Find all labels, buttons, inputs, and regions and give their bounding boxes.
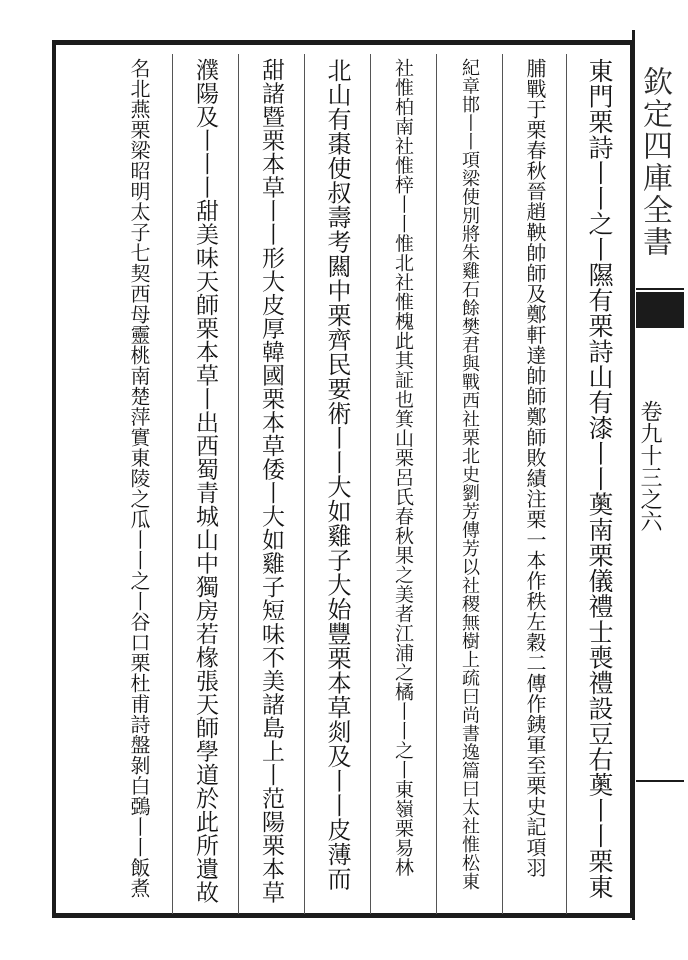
column-rule (370, 54, 371, 914)
column-rule (566, 54, 567, 914)
text-column-2: 脯戰于栗春秋晉趙鞅帥師及鄭軒達帥師鄭師敗績注栗一本作秩左穀二傳作銕軍至栗史記項羽 (523, 58, 547, 878)
text-column-1: 東門栗詩丨丨之丨隰有栗詩山有漆丨丨薁南栗儀禮士喪禮設豆右薁丨丨栗東 (585, 58, 614, 900)
text-column-4: 社惟柏南社惟梓丨丨惟北社惟槐此其証也箕山栗呂氏春秋果之美者江浦之橘丨丨之丨東嶺栗易林 (392, 58, 414, 877)
fold-divider-lower (636, 780, 684, 782)
text-column-7: 濮陽及丨丨丨甜美味天師栗本草丨出西蜀青城山中獨房若椽張天師學道於此所遺故 (192, 58, 218, 904)
fold-fishtail-marker (636, 292, 684, 328)
text-column-5: 北山有棗使叔壽考闗中栗齊民要術丨丨大如雞子大始豐栗本草剡及丨丨皮薄而 (323, 58, 351, 891)
column-rule (172, 54, 173, 914)
column-rule (304, 54, 305, 914)
text-column-3: 紀章邯丨丨項梁使別將朱雞石餘樊君與戰西社栗北史劉芳傳芳以社稷無樹上疏曰尚書逸篇曰太社惟松東 (459, 58, 480, 891)
column-rule (238, 54, 239, 914)
text-column-8: 名北燕栗梁昭明太子七契西母靈桃南楚萍實東陵之瓜丨丨之丨谷口栗杜甫詩盤剝白鵶丨丨飯煮 (127, 58, 151, 899)
fold-volume-label: 卷九十三之六 (637, 400, 662, 532)
column-rule (436, 54, 437, 914)
column-rule (502, 54, 503, 914)
fold-divider (636, 288, 684, 290)
text-columns (58, 48, 632, 912)
fold-header-title: 欽定四庫全書 (637, 66, 672, 258)
text-column-6: 甜諸暨栗本草丨丨形大皮厚韓國栗本草倭丨大如雞子短味不美諸島上丨范陽栗本草 (258, 58, 284, 904)
